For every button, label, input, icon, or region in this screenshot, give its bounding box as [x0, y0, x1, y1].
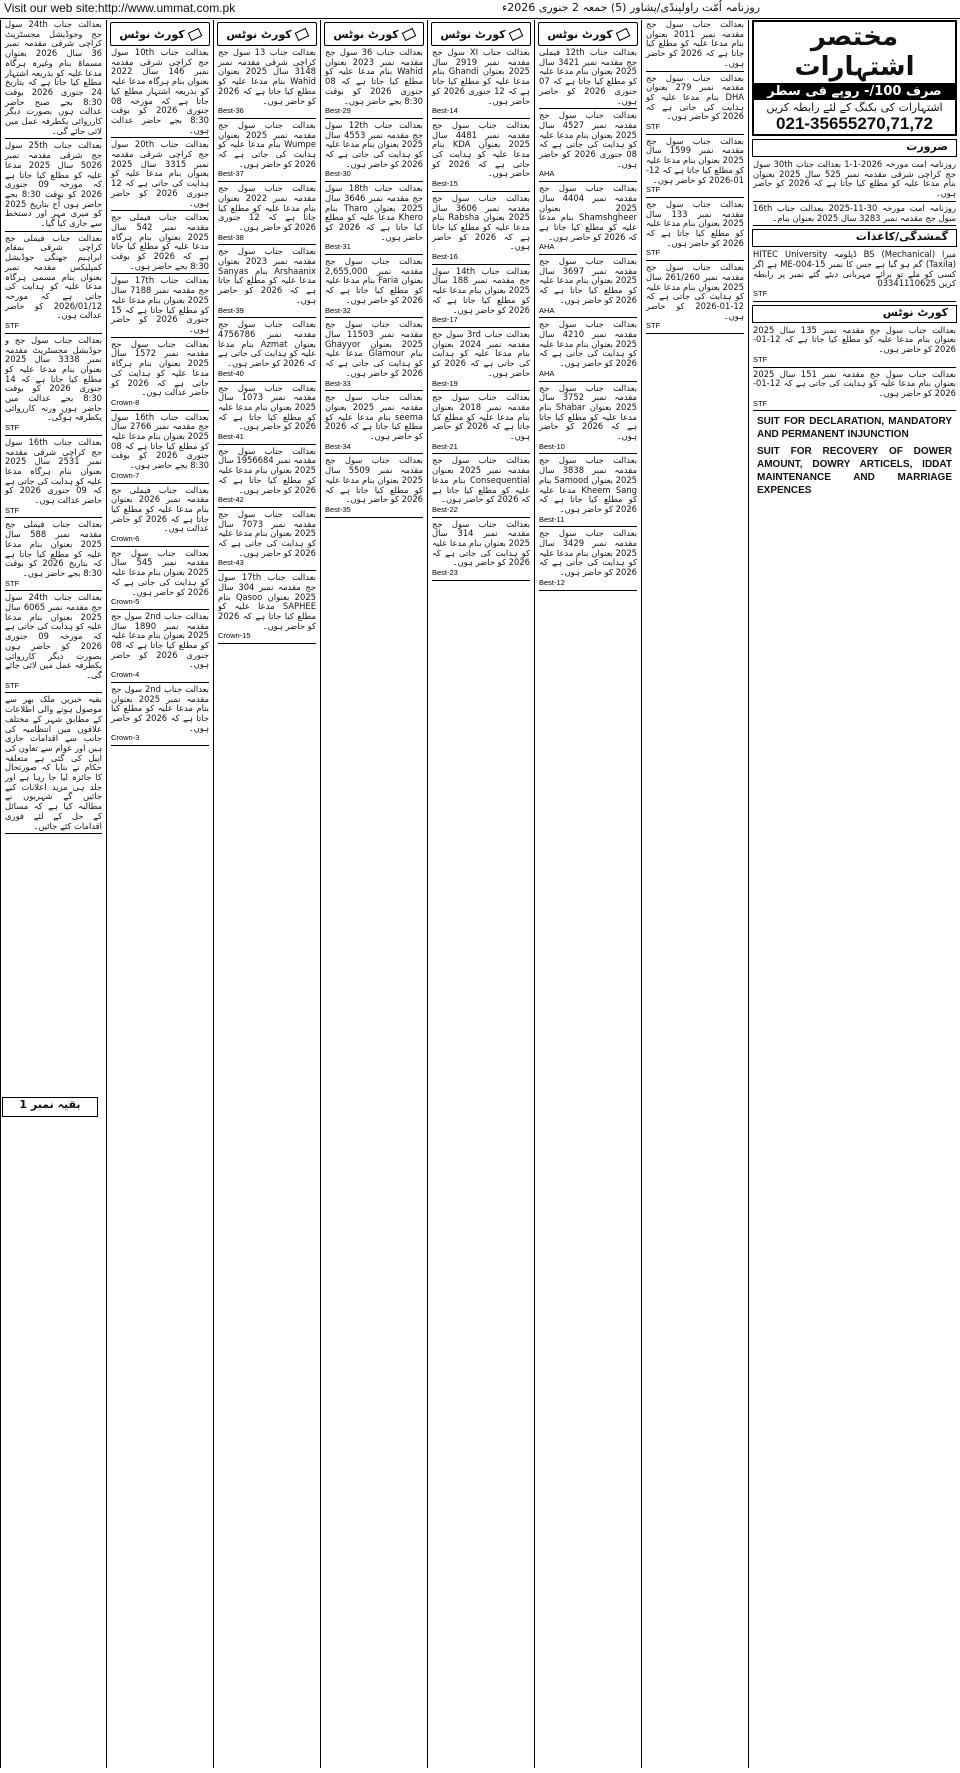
notice-text: بعدالت جناب 12th سول جج مقدمہ نمبر 4553 سال 2025 بعنوان بنام مدعا علیہ کو ہدایت کی جاتی ہے کہ 2026 کو حاضر ہوں۔ — [325, 119, 424, 169]
court-notice — [5, 438, 102, 519]
notice-text: بعدالت جناب سول جج مقدمہ نمبر 261/260 سال 2025 بعنوان بنام مدعا علیہ کو ہدایت کی جاتی ہے کہ 12-01-2026 کو حاضر ہوں۔ — [646, 262, 744, 321]
notice-code: AHA — [539, 368, 555, 378]
notice-code: STF — [646, 321, 661, 331]
notice-text: بعدالت جناب سول جج مقدمہ نمبر 4481 سال 2025 بعنوان KDA بنام مدعا علیہ کو ہدایت کی جاتی ہے کہ 2026 کو حاضر ہوں۔ — [432, 119, 530, 179]
classifieds-rate: صرف 100/- روپے فی سطر — [754, 83, 955, 100]
continuation-label: بقیہ نمبر 1 — [2, 1097, 98, 1117]
notice-code: Best-35 — [325, 504, 351, 514]
court-notice — [5, 695, 102, 834]
column-header: کورٹ نوٹس — [110, 22, 210, 46]
divider — [5, 833, 102, 834]
notice-code: STF — [5, 578, 20, 588]
court-notice — [432, 393, 530, 454]
divider — [5, 590, 102, 591]
notice-text: بعدالت جناب 20th سول جج کراچی شرقی مقدمہ نمبر 3315 سال 2025 بعنوان بنام مدعا علیہ کو ہدایت کی جاتی ہے کہ 12 جنوری 2026 کو حاضر ہوں۔ — [111, 139, 210, 208]
notice-code: Best-29 — [325, 106, 351, 116]
masthead-bar — [0, 0, 960, 19]
divider — [753, 201, 956, 202]
notice-list — [749, 250, 960, 302]
divider — [753, 367, 956, 368]
column-header: کورٹ نوٹس — [431, 22, 531, 46]
court-notice — [218, 384, 316, 445]
divider — [646, 260, 744, 261]
court-notice — [111, 140, 209, 211]
notice-code: Crown-3 — [111, 733, 140, 743]
divider — [218, 244, 316, 245]
divider — [432, 264, 530, 265]
notice-code: Best-41 — [218, 432, 244, 442]
notice-text: روزنامہ امت مورخہ 2026-1-1 بعدالت جناب 30th سول جج کراچی شرقی مقدمہ نمبر 525 سال 2025 بعنوان بنام مدعا علیہ کو مطلع کیا جاتا ہے کہ 2026 کو حاضر ہوں۔ — [753, 159, 957, 199]
notice-column-4 — [320, 20, 427, 1768]
court-notice — [111, 413, 209, 484]
english-notice-declaration: SUIT FOR DECLARATION, MANDATORY AND PERMANENT INJUNCTION — [757, 416, 952, 441]
notice-text: بعدالت جناب 24th سول جج مقدمہ نمبر 6065 سال 2025 بعنوان بنام مدعا علیہ کو ہدایت کی جاتی ہے کہ مورخہ 09 جنوری 2026 کو حاضر ہوں بصورت دیگر کارروائی یکطرفہ عمل میں لائی جائے گی۔ — [5, 592, 102, 680]
notice-list — [642, 20, 748, 334]
divider — [111, 210, 209, 211]
notice-code: Crown-6 — [111, 534, 140, 544]
court-notice — [218, 247, 316, 318]
section-tab-wanted: ضرورت — [752, 139, 957, 157]
divider — [539, 526, 637, 527]
court-notice — [111, 486, 209, 547]
notice-text: بعدالت جناب سول جج مقدمہ نمبر 2,655,000 بعنوان Faria بنام مدعا علیہ کو مطلع کیا جاتا ہے کہ 2026 کو حاضر ہوں۔ — [325, 256, 423, 305]
notice-code: Best-19 — [432, 378, 458, 388]
notice-text: بعدالت جناب 14th سول جج مقدمہ نمبر 188 سال 2025 بعنوان بنام مدعا علیہ کو مطلع کیا جاتا ہے کہ 2026 کو حاضر ہوں۔ — [432, 265, 531, 315]
notice-text: بعدالت جناب فیملی جج مقدمہ نمبر 542 سال 2025 بعنوان بنام ہرگاہ مدعا علیہ کو مطلع کیا جاتا ہے کہ 2026 کو بوقت 8:30 بجے حاضر ہوں۔ — [111, 212, 209, 271]
divider — [111, 745, 209, 746]
divider — [646, 134, 744, 135]
court-notice — [432, 194, 530, 265]
divider — [325, 390, 423, 391]
court-notice — [432, 48, 530, 119]
court-notice — [218, 320, 316, 381]
divider — [5, 138, 102, 139]
court-notice — [5, 520, 102, 591]
court-notice — [753, 250, 956, 302]
notice-code: STF — [753, 398, 768, 408]
court-notice — [325, 320, 423, 391]
notice-text: بعدالت جناب سول جج مقدمہ نمبر 279 بعنوان DHA بنام مدعا علیہ کو ہدایت کی جاتی ہے کہ 2026 کو حاضر ہوں۔ — [646, 72, 744, 122]
classifieds-title: مختصر اشتہارات — [794, 22, 915, 82]
notice-code: Best-36 — [218, 106, 244, 116]
notice-code: STF — [5, 680, 20, 690]
notice-code: Best-32 — [325, 305, 351, 315]
gavel-icon — [294, 27, 309, 40]
notice-text: بعدالت جناب سول جج مقدمہ نمبر 3429 سال 2025 بعنوان بنام مدعا علیہ کو ہدایت کی جاتی ہے کہ 2026 کو حاضر ہوں۔ — [539, 528, 637, 578]
notice-text: بقیہ خبریں ملک بھر سے موصول ہونے والی اطلاعات کے مطابق شہر کے مختلف علاقوں میں انتظامیہ کی جانب سے اقدامات جاری ہیں اور عوام سے تعاون کی اپیل کی گئی ہے متعلقہ حکام نے بتایا کہ صورتحال کا جائزہ لیا جا رہا ہے اور جلد ہی مزید اعلانات کیے جائیں گے شہریوں نے مطالبہ کیا ہے کہ مسائل کے حل کے لئے فوری اقدامات کئے جائیں۔ — [5, 694, 102, 831]
divider — [5, 333, 102, 334]
court-notice — [646, 263, 744, 334]
notice-code: STF — [5, 423, 20, 433]
notice-code: STF — [753, 289, 768, 299]
notice-code: Best-10 — [539, 441, 565, 451]
divider — [539, 590, 637, 591]
notice-code: Best-34 — [325, 441, 351, 451]
notice-code: Crown-5 — [111, 597, 140, 607]
court-notice — [432, 121, 530, 192]
court-notice — [111, 549, 209, 610]
court-notice — [539, 48, 637, 109]
classifieds-phone[interactable]: 021-35655270,71,72 — [776, 114, 933, 133]
divider — [325, 118, 423, 119]
divider — [111, 546, 209, 547]
notice-text: میرا BS (Mechanical) ڈپلومہ HITEC University (Taxila) گم ہو گیا ہے جس کا نمبر ME-004-15 ہے اگر کسی کو ملے تو برائے مہربانی دیئے گئے نمبر پر رابطہ کریں 03341110625 — [753, 249, 956, 289]
divider — [325, 254, 423, 255]
court-notice — [218, 573, 316, 644]
notice-code: Best-15 — [432, 179, 458, 189]
court-notice — [646, 74, 744, 135]
divider — [646, 197, 744, 198]
notice-text: بعدالت جناب فیملی جج کراچی شرقی بمقام ابراہیم جھنگی جوڈیشل کمپلیکس مقدمہ نمبر بعنوان بنام مسمی ہرگاہ مدعا علیہ کو ہدایت کی جاتی ہے کہ مورخہ 2026/01/12 کو حاضر عدالت ہوں۔ — [5, 232, 102, 321]
divider — [111, 273, 209, 274]
column-header: کورٹ نوٹس — [538, 22, 638, 46]
notice-text: بعدالت جناب 12th فیملی جج مقدمہ نمبر 3421 سال 2025 بعنوان بنام مدعا علیہ کو مطلع کیا جاتا ہے کہ 07 جنوری 2026 کو حاضر ہوں۔ — [539, 47, 637, 106]
court-notice — [111, 276, 209, 337]
notice-code: Best-42 — [218, 495, 244, 505]
notice-text: روزنامہ امت مورخہ 30-11-2025 بعدالت جناب 16th سول جج مقدمہ نمبر 3283 سال 2025 بعنوان بنام۔ — [753, 202, 957, 223]
divider — [646, 333, 744, 334]
website-url[interactable]: Visit our web site:http://www.ummat.com.pk — [4, 1, 236, 15]
notice-list — [749, 326, 960, 500]
notice-text: بعدالت جناب 36 سول جج مقدمہ نمبر 2023 بعنوان Wahid بنام مدعا علیہ کو مطلع کیا جاتا ہے کہ 08 جنوری 2026 کو بوقت 8:30 بجے حاضر ہوں۔ — [325, 47, 423, 106]
notice-code: STF — [646, 248, 661, 258]
notice-code: STF — [646, 122, 661, 132]
divider — [539, 108, 637, 109]
notice-column-2 — [106, 20, 213, 1768]
court-notice — [646, 200, 744, 261]
notice-code: Best-12 — [539, 577, 565, 587]
notice-column-5 — [427, 20, 534, 1768]
divider — [432, 453, 530, 454]
divider — [432, 191, 530, 192]
notice-column-1 — [0, 20, 106, 1768]
divider — [432, 327, 530, 328]
notice-text: بعدالت جناب سول جج مقدمہ نمبر 1572 سال 2025 بعنوان بنام ہرگاہ مدعا علیہ کو ہدایت کی جاتی ہے کہ 2026 کو حاضر عدالت ہوں۔ — [111, 338, 209, 398]
court-notice — [218, 510, 316, 571]
divider — [753, 410, 956, 411]
notice-code: Best-16 — [432, 252, 458, 262]
court-notice — [5, 336, 102, 436]
court-notice — [646, 20, 744, 72]
court-notice — [432, 267, 530, 328]
notice-text: بعدالت جناب سول جج مقدمہ نمبر 2025 بعنوان seema بنام مدعا علیہ کو مطلع کیا جاتا ہے کہ 2026 کو حاضر ہوں۔ — [325, 392, 423, 442]
divider — [539, 381, 637, 382]
notice-text: بعدالت جناب 2nd سول جج مقدمہ نمبر 1890 سال 2025 بعنوان بنام مدعا علیہ کو مطلع کیا جاتا ہے کہ 08 جنوری 2026 کو حاضر ہوں۔ — [111, 610, 209, 670]
court-notice — [539, 111, 637, 182]
divider — [218, 444, 316, 445]
divider — [539, 181, 637, 182]
divider — [111, 483, 209, 484]
court-notice — [753, 370, 956, 412]
notice-text: بعدالت جناب 16th سول جج مقدمہ نمبر 2766 سال 2025 بعنوان بنام مدعا علیہ کو مطلع کیا جاتا ہے کہ 08 جنوری 2026 کو بوقت 8:30 بجے حاضر ہوں۔ — [111, 411, 210, 471]
court-notice — [646, 137, 744, 198]
court-notice — [539, 529, 637, 590]
court-notice — [325, 48, 423, 119]
column-header: کورٹ نوٹس — [324, 22, 424, 46]
court-notice — [753, 326, 956, 368]
notice-code: Crown-15 — [218, 631, 251, 641]
notice-text: بعدالت جناب سول جج مقدمہ نمبر 3606 سال 2025 بعنوان Rabsha بنام مدعا علیہ کو مطلع کیا جاتا ہے کہ 2026 کو حاضر ہوں۔ — [432, 192, 530, 252]
court-notice — [111, 685, 209, 746]
notice-text: بعدالت جناب سول جج و جوڈیشل مجسٹریٹ مقدمہ نمبر 3338 سال 2025 بعنوان بنام مدعا علیہ کو مطلع کیا جاتا ہے کہ 14 جنوری 2026 کو بوقت 8:30 بجے عدالت میں حاضر ہوں ورنہ کارروائی یکطرفہ ہوگی۔ — [5, 334, 103, 423]
divider — [5, 231, 102, 232]
divider — [5, 435, 102, 436]
notice-list — [214, 48, 320, 644]
notice-code: Crown-8 — [111, 397, 140, 407]
divider — [218, 643, 316, 644]
notice-text: بعدالت جناب سول جج مقدمہ نمبر 2025 بعنوان Consequential بنام مدعا علیہ کو مطلع کیا جاتا ہے کہ 2026 کو حاضر ہوں۔ — [432, 455, 530, 505]
divider — [432, 390, 530, 391]
notice-text: بعدالت جناب سول جج مقدمہ نمبر 4756786 بعنوان Azmat بنام مدعا علیہ کو ہدایت کی جاتی ہے کہ 2026 کو حاضر ہوں۔ — [218, 319, 316, 369]
notice-code: Crown-7 — [111, 470, 140, 480]
divider — [325, 317, 423, 318]
notice-column-3 — [213, 20, 320, 1768]
notice-text: بعدالت جناب فیملی جج مقدمہ نمبر 2026 بعنوان بنام مدعا علیہ کو مطلع کیا جاتا ہے کہ 2026 کو حاضر عدالت ہوں۔ — [111, 484, 209, 534]
gavel-icon — [401, 27, 416, 40]
english-notice-dower: SUIT FOR RECOVERY OF DOWER AMOUNT, DOWRY ARTICELS, IDDAT MAINTENANCE AND MARRIAGE EXPENCES — [757, 446, 952, 497]
divider — [432, 580, 530, 581]
notice-code: Best-30 — [325, 169, 351, 179]
notice-list — [428, 48, 534, 581]
notice-text: بعدالت جناب سول جج مقدمہ نمبر 2023 بعنوان Arshaanix بنام Sanyas مدعا علیہ کو مطلع کیا جاتا ہے کہ 2026 کو حاضر ہوں۔ — [218, 246, 316, 305]
divider — [432, 118, 530, 119]
classified-ads-box — [752, 20, 957, 136]
divider — [111, 137, 209, 138]
divider — [539, 317, 637, 318]
notice-code: AHA — [539, 305, 555, 315]
court-notice — [539, 456, 637, 527]
divider — [5, 692, 102, 693]
notice-text: بعدالت جناب سول جج مقدمہ نمبر 135 سال 2025 بعنوان بنام مدعا علیہ کو مطلع کیا جاتا ہے کہ 12-01-2026 کو حاضر ہوں۔ — [753, 324, 957, 355]
notice-list — [535, 48, 641, 591]
notice-text: بعدالت جناب 18th سول جج مقدمہ نمبر 3646 سال 2025 بعنوان Tharo بنام Khero مدعا علیہ کو مطلع کیا جاتا ہے کہ 2026 کو حاضر ہوں۔ — [325, 183, 424, 242]
notice-code: Best-31 — [325, 242, 351, 252]
notice-code: STF — [5, 505, 20, 515]
court-notice — [218, 121, 316, 182]
court-notice — [218, 447, 316, 508]
notice-text: بعدالت جناب 17th سول جج مقدمہ نمبر 304 سال 2025 بعنوان Qasoo بنام SAPHEE مدعا علیہ کو مطلع کیا جاتا ہے کہ 2026 کو حاضر ہوں۔ — [218, 572, 317, 631]
notice-text: بعدالت جناب 25th سول جج شرقی مقدمہ نمبر 5026 سال 2025 مدعا علیہ کو مطلع کیا جاتا ہے کہ مورخہ 09 جنوری 2026 کو بوقت 8:30 بجے حاضر ہوں آج بتاریخ 2025 کو میری مہر اور دستخط سے جاری کیا گیا۔ — [5, 140, 103, 229]
divider — [432, 517, 530, 518]
court-notice — [111, 340, 209, 411]
notice-code: Crown-4 — [111, 670, 140, 680]
divider — [539, 453, 637, 454]
notice-text: بعدالت جناب 3rd سول جج مقدمہ نمبر 2024 بعنوان بنام مدعا علیہ کو ہدایت کی جاتی ہے کہ 2026 کو حاضر ہوں۔ — [432, 328, 530, 378]
divider — [325, 181, 423, 182]
notice-code: Best-14 — [432, 106, 458, 116]
notice-code: Best-11 — [539, 514, 565, 524]
court-notice — [5, 234, 102, 334]
notice-code: Best-23 — [432, 568, 458, 578]
gavel-icon — [508, 27, 523, 40]
notice-text: بعدالت جناب سول جج مقدمہ نمبر 5509 سال 2025 بعنوان بنام مدعا علیہ کو مطلع کیا جاتا ہے کہ 2026 کو حاضر ہوں۔ — [325, 455, 423, 505]
gavel-icon — [615, 27, 630, 40]
notice-text: بعدالت جناب سول جج مقدمہ نمبر 2022 بعنوان بنام مدعا علیہ کو مطلع کیا جاتا ہے کہ 12 جنوری 2026 کو حاضر ہوں۔ — [218, 183, 317, 232]
notice-list — [107, 48, 213, 746]
court-notice — [218, 48, 316, 119]
court-notice — [539, 384, 637, 455]
divider — [218, 317, 316, 318]
notice-text: بعدالت جناب سول جج مقدمہ نمبر 2018 بعنوان بنام مدعا علیہ کو مطلع کیا جاتا ہے کہ 2026 کو حاضر ہوں۔ — [432, 392, 530, 442]
section-tab-lost-documents: گمشدگی/کاغذات — [752, 229, 957, 247]
divider — [111, 337, 209, 338]
court-notice — [539, 257, 637, 318]
divider — [218, 181, 316, 182]
notice-code: Best-43 — [218, 558, 244, 568]
notice-text: بعدالت جناب سول جج مقدمہ نمبر 151 سال 2025 بعنوان بنام مدعا علیہ کو ہدایت کی جاتی ہے کہ 12-01-2026 کو حاضر ہوں۔ — [753, 368, 957, 398]
notice-text: بعدالت جناب سول جج مقدمہ نمبر 3697 سال 2025 بعنوان بنام مدعا علیہ کو مطلع کیا جاتا ہے کہ 2026 کو حاضر ہوں۔ — [539, 256, 637, 305]
court-notice — [5, 141, 102, 231]
divider — [218, 507, 316, 508]
court-notice — [432, 520, 530, 581]
notice-code: AHA — [539, 242, 555, 252]
notice-code: STF — [646, 185, 661, 195]
notice-text: بعدالت جناب سول جج مقدمہ نمبر 2011 بعنوان بنام مدعا علیہ کو مطلع کیا جاتا ہے کہ 2026 کو حاضر ہوں۔ — [646, 20, 744, 68]
court-notice — [539, 320, 637, 381]
notice-text: بعدالت جناب سول جج مقدمہ نمبر 1956684 سال 2025 بعنوان بنام مدعا علیہ کو مطلع کیا جاتا ہے کہ 2026 کو حاضر ہوں۔ — [218, 445, 316, 495]
notice-text: بعدالت جناب XI سول جج مقدمہ نمبر 2919 سال 2025 بعنوان Ghandi بنام مدعا علیہ کو مطلع کیا جاتا ہے کہ 12 جنوری 2026 کو حاضر ہوں۔ — [432, 47, 531, 106]
notice-code: AHA — [539, 169, 555, 179]
divider — [218, 381, 316, 382]
notice-text: بعدالت جناب سول جج مقدمہ نمبر 133 سال 2025 بعنوان بنام مدعا علیہ کو مطلع کیا جاتا ہے کہ 2026 کو حاضر ہوں۔ — [646, 198, 744, 248]
court-notice — [111, 612, 209, 683]
court-notice — [753, 204, 956, 226]
notice-text: بعدالت جناب سول جج مقدمہ نمبر 11503 سال 2025 بعنوان Ghayyor بنام Glamour مدعا علیہ کو ہدایت کی جاتی ہے کہ 2026 کو حاضر ہوں۔ — [325, 319, 423, 378]
notice-text: بعدالت جناب سول جج مقدمہ نمبر 1073 سال 2025 بعنوان بنام مدعا علیہ کو مطلع کیا جاتا ہے کہ 2026 کو حاضر ہوں۔ — [218, 382, 316, 432]
dateline: روزنامہ اُمّت راولپنڈی/پشاور (5) جمعہ 2 جنوری 2026ء — [502, 1, 760, 14]
divider — [325, 453, 423, 454]
classifieds-contact-label: اشتہارات کی بکنگ کے لئے رابطہ کریں — [766, 101, 943, 114]
notice-column-6 — [534, 20, 641, 1768]
notice-text: بعدالت جناب 17th سول جج مقدمہ نمبر 7188 سال 2025 بعنوان بنام مدعا علیہ کو مطلع کیا جاتا ہے کہ 15 جنوری 2026 کو حاضر ہوں۔ — [111, 275, 210, 334]
divider — [218, 118, 316, 119]
classifieds-column — [748, 20, 960, 1768]
notice-code: STF — [753, 354, 768, 364]
notice-code: Best-21 — [432, 441, 458, 451]
notice-text: بعدالت جناب 16th سول جج کراچی شرقی مقدمہ نمبر 2531 سال 2025 بعنوان بنام ہرگاہ مدعا علیہ کو ہدایت کی جاتی ہے کہ 09 جنوری 2026 کو حاضر عدالت ہوں۔ — [5, 436, 103, 506]
notice-list — [749, 160, 960, 226]
court-notice — [325, 393, 423, 454]
court-notice — [111, 213, 209, 274]
notice-text: بعدالت جناب سول جج مقدمہ نمبر 4404 سال 2025 بعنوان Shamshgheer بنام مدعا علیہ کو مطلع کیا جاتا ہے کہ 2026 کو حاضر ہوں۔ — [539, 183, 637, 242]
divider — [539, 254, 637, 255]
notice-text: بعدالت جناب 10th سول جج کراچی شرقی مقدمہ نمبر 146 سال 2022 بعنوان بنام ہرگاہ مدعا علیہ کو بذریعہ اشتہار مطلع کیا جاتا ہے کہ مورخہ 08 جنوری 2026 کو بوقت 8:30 بجے حاضر عدالت ہوں۔ — [111, 47, 210, 135]
divider — [646, 71, 744, 72]
court-notice — [753, 160, 956, 202]
notice-text: بعدالت جناب فیملی جج مقدمہ نمبر 588 سال 2025 بعنوان بنام مدعا علیہ کو مطلع کیا جاتا ہے کہ بتاریخ 2026 کو بوقت 8:30 بجے حاضر ہوں۔ — [5, 519, 102, 578]
column-header: کورٹ نوٹس — [217, 22, 317, 46]
notice-list — [1, 20, 106, 834]
court-notice — [111, 48, 209, 138]
divider — [753, 301, 956, 302]
court-notice — [539, 184, 637, 255]
notice-text: بعدالت جناب سول جج مقدمہ نمبر 314 سال 2025 بعنوان بنام مدعا علیہ کو ہدایت کی جاتی ہے کہ 2026 کو حاضر ہوں۔ — [432, 518, 530, 568]
section-tab-court-notice: کورٹ نوٹس — [752, 305, 957, 323]
notice-code: STF — [5, 321, 20, 331]
notice-code: Best-39 — [218, 305, 244, 315]
notice-text: بعدالت جناب 24th سول جج وجوڈیشل مجسٹریٹ کراچی شرقی مقدمہ نمبر 36 سال 2026 بعنوان مسماۃ بنام وغیرہ ہرگاہ مدعا علیہ کو بذریعہ اشتہار مطلع کیا جاتا ہے کہ بتاریخ 24 جنوری 2026 بوقت 8:30 بجے صبح حاضر عدالت ہوں بصورت دیگر کارروائی یکطرفہ عمل میں لائی جائے گی۔ — [5, 20, 102, 136]
notice-text: بعدالت جناب سول جج مقدمہ نمبر 4210 سال 2025 بعنوان بنام مدعا علیہ کو ہدایت کی جاتی ہے کہ 2026 کو حاضر ہوں۔ — [539, 319, 637, 369]
notice-text: بعدالت جناب سول جج مقدمہ نمبر 545 سال 2025 بعنوان بنام مدعا علیہ کو ہدایت کی جاتی ہے کہ 2026 کو حاضر ہوں۔ — [111, 547, 209, 597]
notice-text: بعدالت جناب سول جج مقدمہ نمبر 2025 بعنوان Wumpe بنام مدعا علیہ کو ہدایت کی جاتی ہے کہ 2026 کو حاضر ہوں۔ — [218, 119, 316, 169]
notice-column-7 — [641, 20, 748, 1768]
notice-text: بعدالت جناب سول جج مقدمہ نمبر 1599 سال 2025 بعنوان بنام مدعا علیہ کو مطلع کیا جاتا ہے کہ 12-01-2026 کو حاضر ہوں۔ — [646, 135, 744, 185]
court-notice — [5, 20, 102, 139]
divider — [111, 410, 209, 411]
notice-text: بعدالت جناب سول جج مقدمہ نمبر 4527 سال 2025 بعنوان بنام مدعا علیہ کو ہدایت کی جاتی ہے کہ 08 جنوری 2026 کو حاضر ہوں۔ — [539, 110, 637, 169]
notice-text: بعدالت جناب 13 سول جج کراچی شرقی مقدمہ نمبر 3148 سال 2025 بعنوان Wahid بنام مدعا علیہ کو مطلع کیا جاتا ہے کہ 2026 کو حاضر ہوں۔ — [218, 47, 316, 106]
notice-code: Best-37 — [218, 169, 244, 179]
notice-list — [321, 48, 427, 518]
divider — [753, 225, 956, 226]
notice-code: Best-38 — [218, 232, 244, 242]
divider — [325, 517, 423, 518]
court-notice — [5, 593, 102, 693]
notice-code: Best-22 — [432, 504, 458, 514]
court-notice — [432, 456, 530, 517]
notice-text: بعدالت جناب سول جج مقدمہ نمبر 3838 سال 2025 بعنوان Samood بنام Kheem Sang مدعا علیہ کو مطلع کیا جاتا ہے کہ 2026 کو حاضر ہوں۔ — [539, 455, 638, 514]
court-notice — [325, 257, 423, 318]
divider — [5, 517, 102, 518]
divider — [111, 682, 209, 683]
notice-text: بعدالت جناب سول جج مقدمہ نمبر 7073 سال 2025 بعنوان بنام مدعا علیہ کو ہدایت کی جاتی ہے کہ 2026 کو حاضر ہوں۔ — [218, 508, 316, 558]
divider — [111, 609, 209, 610]
court-notice — [325, 456, 423, 517]
notice-text: بعدالت جناب 2nd سول جج مقدمہ نمبر 2025 بعنوان بنام مدعا علیہ کو مطلع کیا جاتا ہے کہ 2026 کو حاضر ہوں۔ — [111, 683, 209, 733]
notice-code: Best-40 — [218, 368, 244, 378]
court-notice — [325, 121, 423, 182]
notice-code: Best-17 — [432, 315, 458, 325]
court-notice — [325, 184, 423, 255]
court-notice — [432, 330, 530, 391]
gavel-icon — [187, 27, 202, 40]
notice-code: Best-33 — [325, 378, 351, 388]
court-notice — [218, 184, 316, 245]
divider — [218, 570, 316, 571]
notice-text: بعدالت جناب سول جج مقدمہ نمبر 3752 سال 2025 بعنوان Shabar بنام مدعا علیہ کو مطلع کیا جاتا ہے کہ 2026 کو حاضر ہوں۔ — [539, 382, 638, 442]
